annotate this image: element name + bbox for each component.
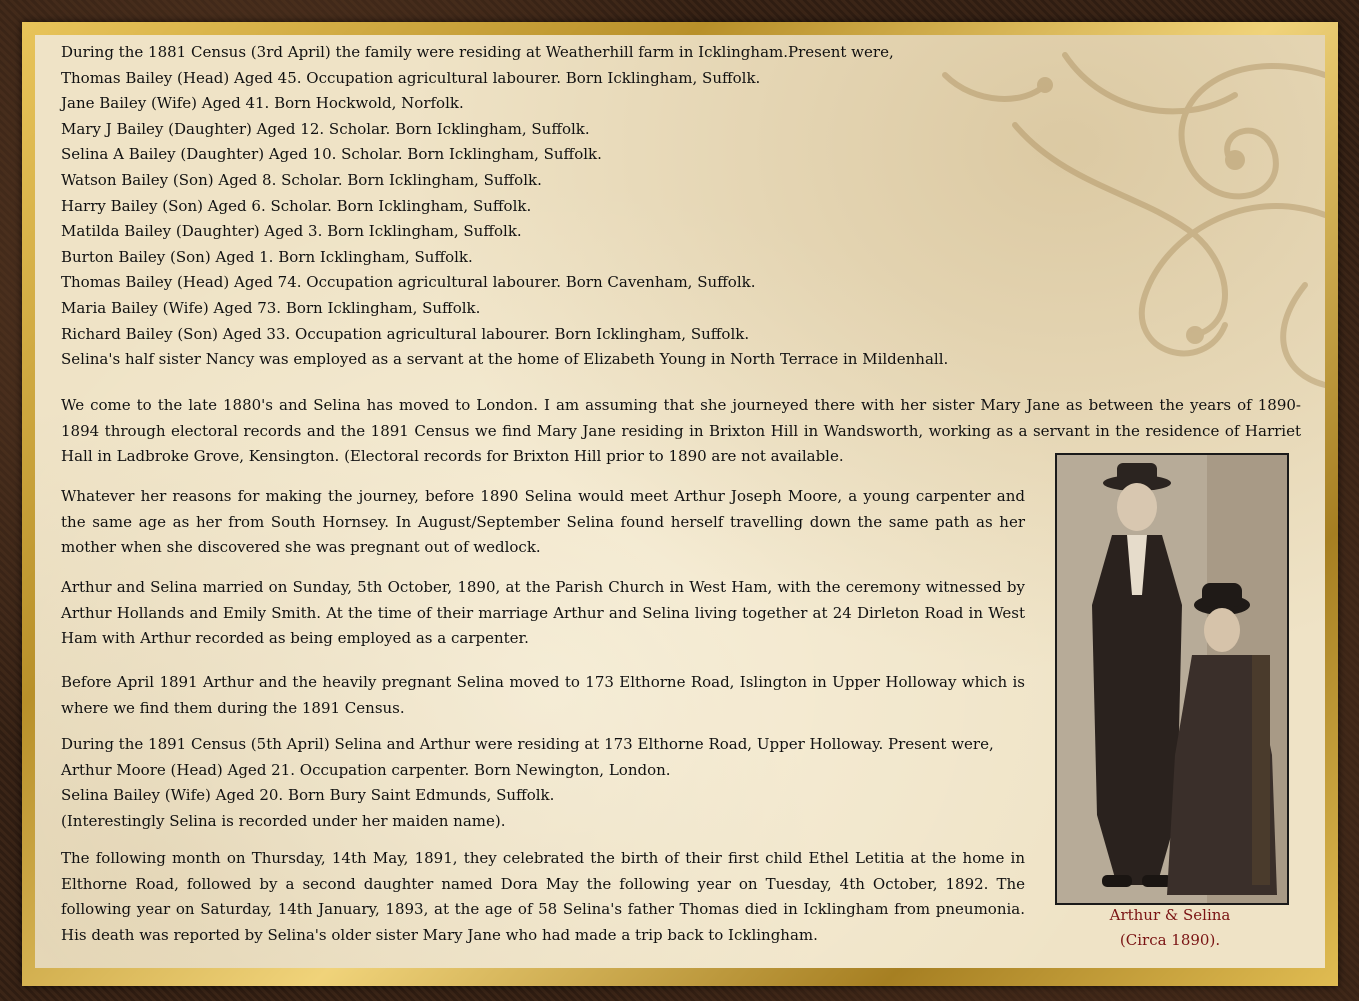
census-1881-line: Jane Bailey (Wife) Aged 41. Born Hockwold, Norfolk. (61, 94, 464, 113)
census-1891-line: During the 1891 Census (5th April) Selina and Arthur were residing at 173 Elthorne Road, Upper Holloway. Present were, (61, 735, 994, 753)
census-1891-block (61, 732, 1025, 834)
census-1891-line: Selina Bailey (Wife) Aged 20. Born Bury Saint Edmunds, Suffolk. (61, 786, 555, 805)
census-1891-line: Arthur Moore (Head) Aged 21. Occupation carpenter. Born Newington, London. (61, 760, 671, 779)
census-1881-line: During the 1881 Census (3rd April) the family were residing at Weatherhill farm in Icklingham.Present were, (61, 43, 894, 61)
photo-caption (1055, 903, 1285, 953)
census-1881-line: Selina A Bailey (Daughter) Aged 10. Scholar. Born Icklingham, Suffolk. (61, 145, 602, 164)
paragraph-marriage: Arthur and Selina married on Sunday, 5th October, 1890, at the Parish Church in West Ham, with the ceremony witnessed by Arthur Hollands and Emily Smith. At the time of their marriage Arthur and Selina living together at 24 Dirleton Road in West Ham with Arthur recorded as being employed as a carpenter. (61, 578, 1025, 648)
couple-photo (1055, 453, 1289, 905)
census-1891-line: (Interestingly Selina is recorded under her maiden name). (61, 811, 506, 830)
census-1881-line: Harry Bailey (Son) Aged 6. Scholar. Born Icklingham, Suffolk. (61, 196, 532, 215)
census-1881-line: Thomas Bailey (Head) Aged 45. Occupation agricultural labourer. Born Icklingham, Suffolk. (61, 68, 761, 87)
census-1881-line: Maria Bailey (Wife) Aged 73. Born Icklingham, Suffolk. (61, 298, 481, 317)
census-1881-line: Thomas Bailey (Head) Aged 74. Occupation agricultural labourer. Born Cavenham, Suffolk. (61, 273, 756, 292)
caption-names: Arthur & Selina (1109, 906, 1231, 924)
census-1881-line: Watson Bailey (Son) Aged 8. Scholar. Born Icklingham, Suffolk. (61, 170, 542, 189)
census-1881-line: Burton Bailey (Son) Aged 1. Born Icklingham, Suffolk. (61, 247, 473, 266)
paragraph-children: The following month on Thursday, 14th May, 1891, they celebrated the birth of their first child Ethel Letitia at the home in Elthorne Road, followed by a second daughter named Dora May the following year on Tuesday, 4th October, 1892. The following year on Saturday, 14th January, 1893, at the age of 58 Selina's father Thomas died in Icklingham from pneumonia. His death was reported by Selina's older sister Mary Jane who had made a trip back to Icklingham. (61, 849, 1025, 944)
paragraph-london: We come to the late 1880's and Selina has moved to London. I am assuming that she journeyed there with her sister Mary Jane as between the years of 1890-1894 through electoral records and the 1891 Census we find Mary Jane residing in Brixton Hill in Wandsworth, working as a servant in the residence of Harriet Hall in Ladbroke Grove, Kensington. (Electoral records for Brixton Hill prior to 1890 are not available. (61, 396, 1301, 466)
couple-photo-illustration (1057, 455, 1287, 903)
census-1881-block (61, 40, 1301, 373)
caption-date: (Circa 1890). (1119, 931, 1221, 949)
paragraph-move: Before April 1891 Arthur and the heavily pregnant Selina moved to 173 Elthorne Road, Islington in Upper Holloway which is where we find them during the 1891 Census. (61, 673, 1025, 717)
census-1881-line: Mary J Bailey (Daughter) Aged 12. Scholar. Born Icklingham, Suffolk. (61, 119, 590, 138)
census-1881-line: Selina's half sister Nancy was employed as a servant at the home of Elizabeth Young in North Terrace in Mildenhall. (61, 350, 949, 369)
census-1881-line: Matilda Bailey (Daughter) Aged 3. Born Icklingham, Suffolk. (61, 222, 522, 241)
census-1881-line: Richard Bailey (Son) Aged 33. Occupation agricultural labourer. Born Icklingham, Suffolk. (61, 324, 750, 343)
paragraph-arthur: Whatever her reasons for making the journey, before 1890 Selina would meet Arthur Joseph Moore, a young carpenter and the same age as her from South Hornsey. In August/September Selina found herself travelling down the same path as her mother when she discovered she was pregnant out of wedlock. (61, 487, 1025, 557)
parchment-page (35, 35, 1325, 968)
